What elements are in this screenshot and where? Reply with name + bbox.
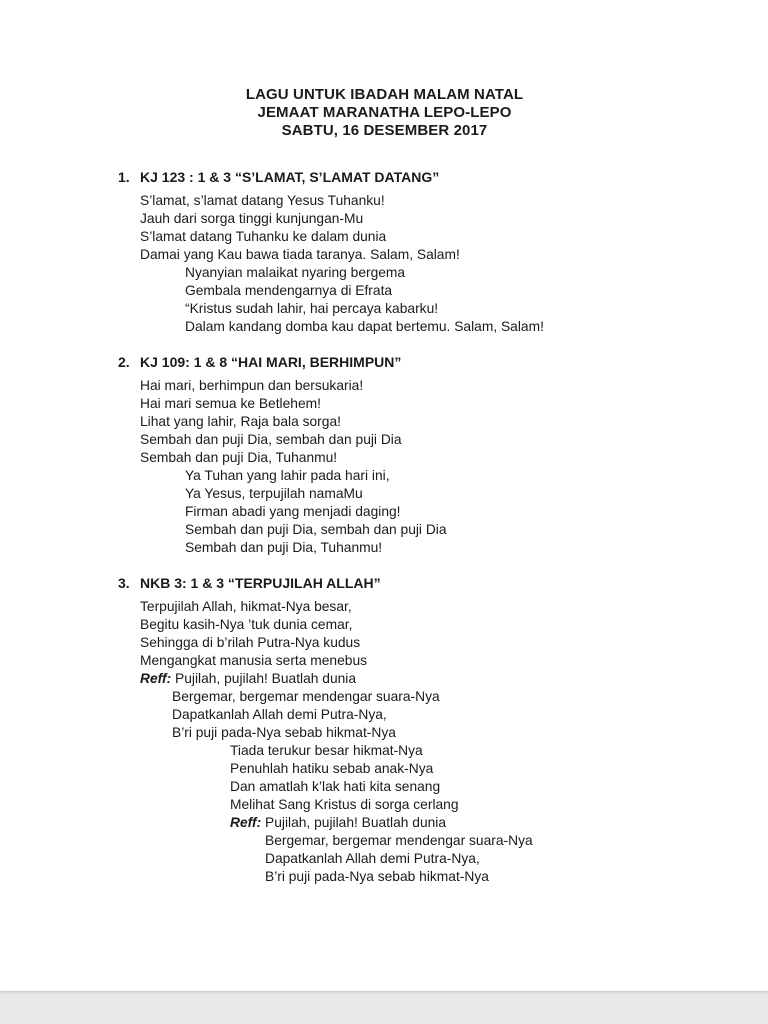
lyric-line bbox=[140, 377, 651, 395]
lyric-line bbox=[185, 467, 651, 485]
lyric-text: Lihat yang lahir, Raja bala sorga! bbox=[140, 414, 341, 429]
lyric-line bbox=[185, 485, 651, 503]
lyric-line bbox=[230, 742, 651, 760]
lyric-line bbox=[140, 598, 651, 616]
lyric-text: Damai yang Kau bawa tiada taranya. Salam, Salam! bbox=[140, 247, 460, 262]
lyric-line bbox=[185, 521, 651, 539]
song-item bbox=[118, 574, 651, 886]
reff-label: Reff: bbox=[230, 815, 262, 830]
lyric-text: Sembah dan puji Dia, sembah dan puji Dia bbox=[185, 522, 447, 537]
lyric-text: “Kristus sudah lahir, hai percaya kabarku! bbox=[185, 301, 439, 316]
song-number: 2. bbox=[118, 354, 130, 370]
lyric-text: Terpujilah Allah, hikmat-Nya besar, bbox=[140, 599, 352, 614]
lyric-text: Gembala mendengarnya di Efrata bbox=[185, 283, 393, 298]
lyric-text: Firman abadi yang menjadi daging! bbox=[185, 504, 401, 519]
song-title: KJ 123 : 1 & 3 “S’LAMAT, S’LAMAT DATANG” bbox=[140, 169, 440, 185]
lyric-line bbox=[140, 413, 651, 431]
lyric-line bbox=[140, 210, 651, 228]
song-heading bbox=[118, 353, 651, 371]
lyric-text: Tiada terukur besar hikmat-Nya bbox=[230, 743, 423, 758]
lyric-text: Sembah dan puji Dia, sembah dan puji Dia bbox=[140, 432, 402, 447]
lyric-text: Mengangkat manusia serta menebus bbox=[140, 653, 368, 668]
lyric-line bbox=[265, 868, 651, 886]
song-list bbox=[118, 168, 651, 886]
lyric-line bbox=[230, 760, 651, 778]
lyric-line bbox=[185, 539, 651, 557]
lyric-text: B’ri puji pada-Nya sebab hikmat-Nya bbox=[172, 725, 396, 740]
lyric-text: Ya Tuhan yang lahir pada hari ini, bbox=[185, 468, 390, 483]
song-heading bbox=[118, 574, 651, 592]
lyric-line bbox=[140, 449, 651, 467]
lyric-line bbox=[172, 688, 651, 706]
lyric-line bbox=[230, 814, 651, 832]
lyric-line bbox=[172, 724, 651, 742]
lyric-text: Begitu kasih-Nya ’tuk dunia cemar, bbox=[140, 617, 353, 632]
lyric-line bbox=[140, 634, 651, 652]
song-title: KJ 109: 1 & 8 “HAI MARI, BERHIMPUN” bbox=[140, 354, 402, 370]
lyric-text: Penuhlah hatiku sebab anak-Nya bbox=[230, 761, 434, 776]
lyric-line bbox=[172, 706, 651, 724]
lyric-line bbox=[140, 228, 651, 246]
lyric-line bbox=[185, 282, 651, 300]
lyric-line bbox=[140, 431, 651, 449]
lyric-text: S’lamat datang Tuhanku ke dalam dunia bbox=[140, 229, 387, 244]
song-item bbox=[118, 168, 651, 336]
lyric-line bbox=[140, 616, 651, 634]
song-lines bbox=[140, 192, 651, 336]
lyric-text: S’lamat, s’lamat datang Yesus Tuhanku! bbox=[140, 193, 385, 208]
lyric-line bbox=[185, 318, 651, 336]
song-lines bbox=[140, 377, 651, 557]
lyric-text: Pujilah, pujilah! Buatlah dunia bbox=[265, 815, 447, 830]
lyric-text: Bergemar, bergemar mendengar suara-Nya bbox=[265, 833, 533, 848]
document-header bbox=[118, 86, 651, 140]
lyric-text: Melihat Sang Kristus di sorga cerlang bbox=[230, 797, 459, 812]
lyric-text: Dapatkanlah Allah demi Putra-Nya, bbox=[172, 707, 387, 722]
lyric-text: Bergemar, bergemar mendengar suara-Nya bbox=[172, 689, 440, 704]
lyric-line bbox=[230, 778, 651, 796]
song-number: 3. bbox=[118, 575, 130, 591]
lyric-text: Dapatkanlah Allah demi Putra-Nya, bbox=[265, 851, 480, 866]
reff-label: Reff: bbox=[140, 671, 172, 686]
header-congregation-line: JEMAAT MARANATHA LEPO-LEPO bbox=[257, 104, 512, 121]
song-heading bbox=[118, 168, 651, 186]
lyric-line bbox=[185, 300, 651, 318]
lyric-text: Jauh dari sorga tinggi kunjungan-Mu bbox=[140, 211, 364, 226]
lyric-text: Nyanyian malaikat nyaring bergema bbox=[185, 265, 406, 280]
lyric-text: Dalam kandang domba kau dapat bertemu. Salam, Salam! bbox=[185, 319, 544, 334]
lyric-text: Sehingga di b’rilah Putra-Nya kudus bbox=[140, 635, 361, 650]
song-number: 1. bbox=[118, 169, 130, 185]
lyric-line bbox=[265, 850, 651, 868]
song-item bbox=[118, 353, 651, 557]
lyric-text: Hai mari, berhimpun dan bersukaria! bbox=[140, 378, 364, 393]
lyric-text: Dan amatlah k’lak hati kita senang bbox=[230, 779, 441, 794]
lyric-line bbox=[140, 192, 651, 210]
lyric-line bbox=[140, 670, 651, 688]
lyric-text: Pujilah, pujilah! Buatlah dunia bbox=[175, 671, 357, 686]
lyric-text: Sembah dan puji Dia, Tuhanmu! bbox=[185, 540, 383, 555]
lyric-text: Ya Yesus, terpujilah namaMu bbox=[185, 486, 363, 501]
lyric-line bbox=[230, 796, 651, 814]
lyric-text: B’ri puji pada-Nya sebab hikmat-Nya bbox=[265, 869, 489, 884]
lyric-line bbox=[140, 246, 651, 264]
lyric-line bbox=[140, 652, 651, 670]
lyric-line bbox=[140, 395, 651, 413]
song-title: NKB 3: 1 & 3 “TERPUJILAH ALLAH” bbox=[140, 575, 381, 591]
lyric-line bbox=[185, 264, 651, 282]
song-lines bbox=[140, 598, 651, 886]
lyric-text: Sembah dan puji Dia, Tuhanmu! bbox=[140, 450, 338, 465]
header-title-line: LAGU UNTUK IBADAH MALAM NATAL bbox=[245, 86, 524, 103]
header-date-line: SABTU, 16 DESEMBER 2017 bbox=[281, 122, 488, 139]
lyric-line bbox=[265, 832, 651, 850]
lyric-line bbox=[185, 503, 651, 521]
lyric-text: Hai mari semua ke Betlehem! bbox=[140, 396, 321, 411]
